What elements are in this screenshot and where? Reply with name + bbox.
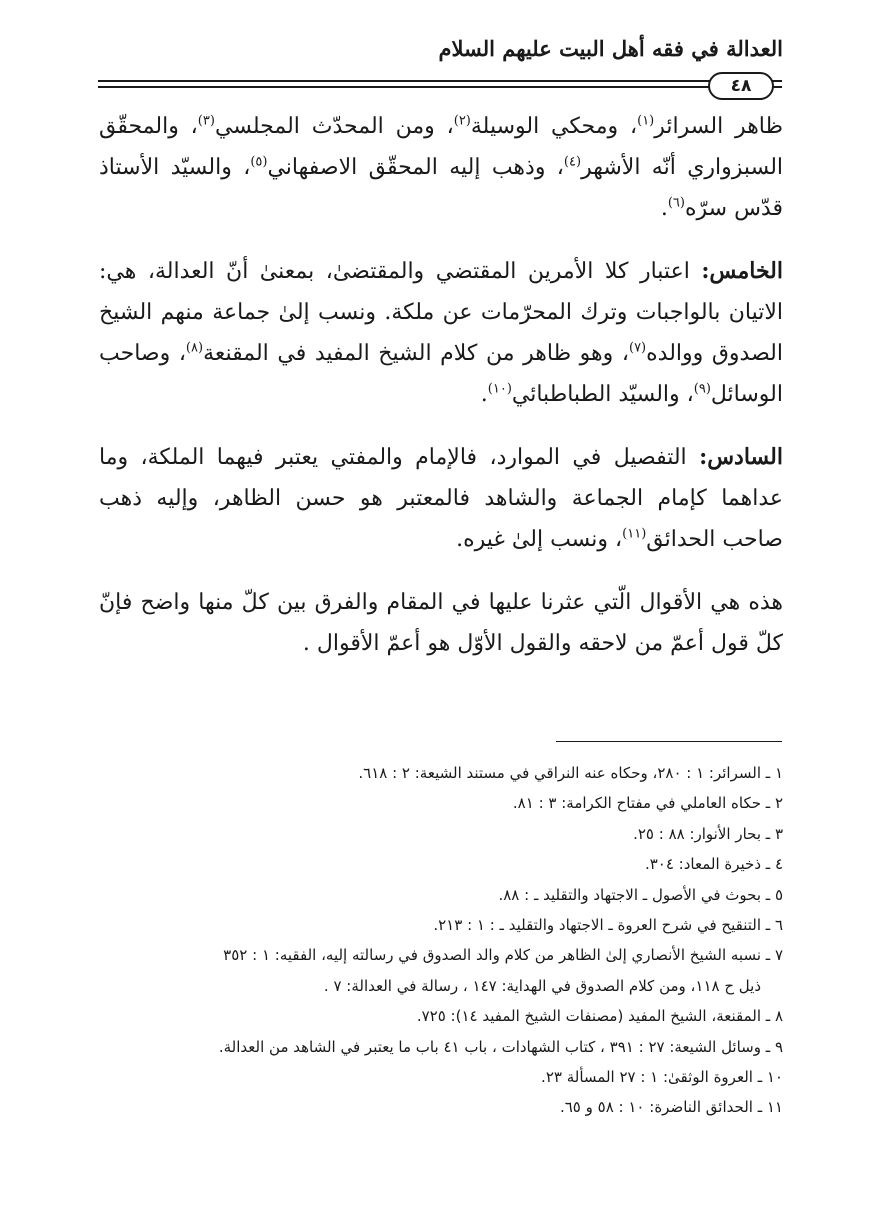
paragraph-3: السادس: التفصيل في الموارد، فالإمام والمفتي يعتبر فيهما الملكة، وما عداهما كإمام الجماعة والشاهد فالمعتبر هو حسن الظاهر، وإليه ذهب صاحب الحدائق$^{(١١)}$، ونسب إلىٰ غيره.	[99, 444, 783, 552]
footnote-10: ١٠ ـ العروة الوثقىٰ: ١ : ٢٧ المسألة ٢٣.	[541, 1068, 783, 1087]
footnote-marker-6: (٦)	[667, 195, 685, 211]
footnote-marker-5: (٥)	[250, 154, 268, 170]
footnote-marker-11: (١١)	[622, 526, 647, 542]
paragraph-2: الخامس: اعتبار كلا الأمرين المقتضي والمقتضىٰ، بمعنىٰ أنّ العدالة، هي: الاتيان بالواجبات وترك المحرّمات عن ملكة. ونسب إلىٰ جماعة منهم الشيخ الصدوق ووالده$^{(٧)}$، وهو ظاهر من كلام الشيخ المفيد في المقنعة$^{(٨)}$، وصاحب الوسائل$^{(٩)}$، والسيّد الطباطبائي$^{(١٠)}$.	[99, 258, 783, 407]
footnote-5: ٥ ـ بحوث في الأصول ـ الاجتهاد والتقليد ـ : ٨٨.	[498, 885, 783, 904]
paragraph-1: ظاهر السرائر$^{(١)}$، ومحكي الوسيلة$^{(٢)}$، ومن المحدّث المجلسي$^{(٣)}$، والمحقّق السبزواري أنّه الأشهر$^{(٤)}$، وذهب إليه المحقّق الاصفهاني$^{(٥)}$، والسيّد الأستاذ قدّس سرّه$^{(٦)}$.	[99, 113, 784, 221]
section-heading-fifth: الخامس:	[701, 258, 783, 284]
page-number: ٤٨	[708, 72, 774, 100]
footnote-7-continuation: ذيل ح ١١٨، ومن كلام الصدوق في الهداية: ١٤٧ ، رسالة في العدالة: ٧ .	[323, 976, 761, 995]
section-heading-sixth: السادس:	[699, 444, 783, 470]
footnote-marker-9: (٩)	[693, 381, 711, 397]
header-rule-bottom	[98, 86, 782, 88]
footnote-7: ٧ ـ نسبه الشيخ الأنصاري إلىٰ الظاهر من كلام والد الصدوق في رسالته إليه، الفقيه: ١ : ٣٥٢	[223, 946, 783, 965]
footnote-marker-3: (٣)	[197, 113, 215, 129]
footnote-8: ٨ ـ المقنعة، الشيخ المفيد (مصنفات الشيخ المفيد ١٤): ٧٢٥.	[416, 1007, 783, 1026]
running-title: العدالة في فقه أهل البيت عليهم السلام	[438, 36, 783, 61]
footnote-marker-1: (١)	[637, 113, 655, 129]
paragraph-4: هذه هي الأقوال الّتي عثرنا عليها في المقام والفرق بين كلّ منها واضح فإنّ كلّ قول أعمّ من لاحقه والقول الأوّل هو أعمّ الأقوال .	[99, 590, 783, 656]
footnote-marker-7: (٧)	[628, 340, 647, 356]
footnote-separator	[556, 741, 782, 742]
footnotes	[91, 758, 783, 1123]
footnote-9: ٩ ـ وسائل الشيعة: ٢٧ : ٣٩١ ، كتاب الشهادات ، باب ٤١ باب ما يعتبر في الشاهد من العدالة.	[218, 1037, 783, 1056]
footnote-marker-10: (١٠)	[487, 381, 512, 397]
footnote-marker-8: (٨)	[185, 340, 204, 356]
main-text	[99, 106, 783, 686]
footnote-11: ١١ ـ الحدائق الناضرة: ١٠ : ٥٨ و ٦٥.	[559, 1098, 783, 1117]
footnote-2: ٢ ـ حكاه العاملي في مفتاح الكرامة: ٣ : ٨١.	[512, 794, 783, 813]
footnote-4: ٤ ـ ذخيرة المعاد: ٣٠٤.	[644, 855, 783, 874]
footnote-marker-2: (٢)	[453, 113, 471, 129]
footnote-3: ٣ ـ بحار الأنوار: ٨٨ : ٢٥.	[633, 824, 783, 843]
header-rule-top	[98, 80, 782, 82]
footnote-6: ٦ ـ التنقيح في شرح العروة ـ الاجتهاد والتقليد ـ : ١ : ٢١٣.	[433, 916, 783, 935]
footnote-1: ١ ـ السرائر: ١ : ٢٨٠، وحكاه عنه النراقي في مستند الشيعة: ٢ : ٦١٨.	[358, 764, 783, 782]
footnote-marker-4: (٤)	[563, 154, 582, 170]
